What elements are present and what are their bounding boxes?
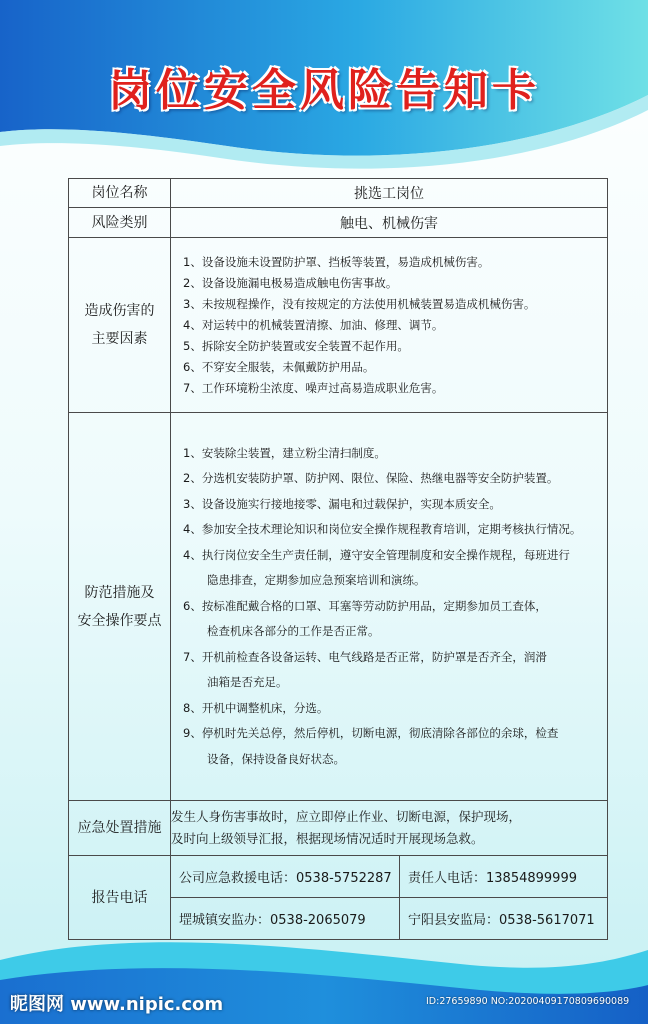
emergency-line: 及时向上级领导汇报，根据现场情况适时开展现场急救。	[171, 831, 484, 846]
cause-item: 2、设备设施漏电极易造成触电伤害事故。	[183, 275, 398, 290]
measure-item-continued: 设备，保持设备良好状态。	[207, 751, 345, 766]
town-office-phone: 堽城镇安监办：0538-2065079	[171, 898, 400, 940]
post-name-label: 岗位名称	[69, 179, 171, 208]
person-phone: 责任人电话：13854899999	[400, 856, 608, 898]
row-phone-1	[69, 856, 608, 898]
row-measures	[69, 413, 608, 801]
row-main-causes	[69, 238, 608, 413]
measure-item-continued: 隐患排查，定期参加应急预案培训和演练。	[207, 573, 426, 588]
measure-item: 3、设备设施实行接地接零、漏电和过载保护，实现本质安全。	[183, 496, 501, 511]
risk-category-label: 风险类别	[69, 208, 171, 238]
main-causes-list	[171, 252, 607, 399]
measure-item: 4、执行岗位安全生产责任制，遵守安全管理制度和安全操作规程，每班进行	[183, 547, 570, 562]
main-causes-label-line1: 造成伤害的	[84, 303, 155, 319]
company-phone: 公司应急救援电话：0538-5752287	[171, 856, 400, 898]
page-title: 岗位安全风险告知卡	[108, 65, 540, 116]
risk-category-value: 触电、机械伤害	[171, 208, 608, 238]
county-bureau-phone: 宁阳县安监局：0538-5617071	[400, 898, 608, 940]
cause-item: 1、设备设施未设置防护罩、挡板等装置，易造成机械伤害。	[183, 254, 490, 269]
emergency-content	[171, 801, 608, 856]
main-causes-label-line2: 主要因素	[91, 331, 148, 347]
measure-item: 9、停机时先关总停，然后停机，切断电源，彻底清除各部位的余球，检查	[183, 726, 559, 741]
cause-item: 7、工作环境粉尘浓度、噪声过高易造成职业危害。	[183, 380, 444, 395]
measures-list	[171, 441, 607, 773]
measure-item: 4、参加安全技术理论知识和岗位安全操作规程教育培训，定期考核执行情况。	[183, 522, 582, 537]
measure-item: 7、开机前检查各设备运转、电气线路是否正常，防护罩是否齐全，润滑	[183, 649, 547, 664]
main-causes-label	[69, 238, 171, 413]
cause-item: 4、对运转中的机械装置清擦、加油、修理、调节。	[183, 317, 444, 332]
main-causes-content	[171, 238, 608, 413]
row-emergency	[69, 801, 608, 856]
measure-item-continued: 检查机床各部分的工作是否正常。	[207, 624, 380, 639]
measure-item: 8、开机中调整机床，分选。	[183, 700, 329, 715]
emergency-line: 发生人身伤害事故时，应立即停止作业、切断电源，保护现场，	[171, 809, 522, 824]
watermark-logo: 昵图网 www.nipic.com	[10, 994, 224, 1015]
watermark-id: ID:27659890 NO:20200409170809690089	[426, 996, 630, 1007]
cause-item: 3、未按规程操作，没有按规定的方法使用机械装置易造成机械伤害。	[183, 296, 536, 311]
row-risk-category	[69, 208, 608, 238]
row-post-name	[69, 179, 608, 208]
measure-item: 1、安装除尘装置，建立粉尘清扫制度。	[183, 445, 386, 460]
risk-card-table	[68, 178, 608, 940]
measures-label-line2: 安全操作要点	[77, 612, 162, 629]
measures-content	[171, 413, 608, 801]
measure-item-continued: 油箱是否充足。	[207, 675, 288, 690]
measure-item: 6、按标准配戴合格的口罩、耳塞等劳动防护用品，定期参加员工查体，	[183, 598, 547, 613]
report-phone-label: 报告电话	[69, 856, 171, 940]
cause-item: 5、拆除安全防护装置或安全装置不起作用。	[183, 338, 409, 353]
post-name-value: 挑选工岗位	[171, 179, 608, 208]
measures-label-line1: 防范措施及	[84, 584, 155, 601]
emergency-label: 应急处置措施	[69, 801, 171, 856]
measures-label	[69, 413, 171, 801]
cause-item: 6、不穿安全服装，未佩戴防护用品。	[183, 359, 375, 374]
measure-item: 2、分选机安装防护罩、防护网、限位、保险、热继电器等安全防护装置。	[183, 471, 559, 486]
